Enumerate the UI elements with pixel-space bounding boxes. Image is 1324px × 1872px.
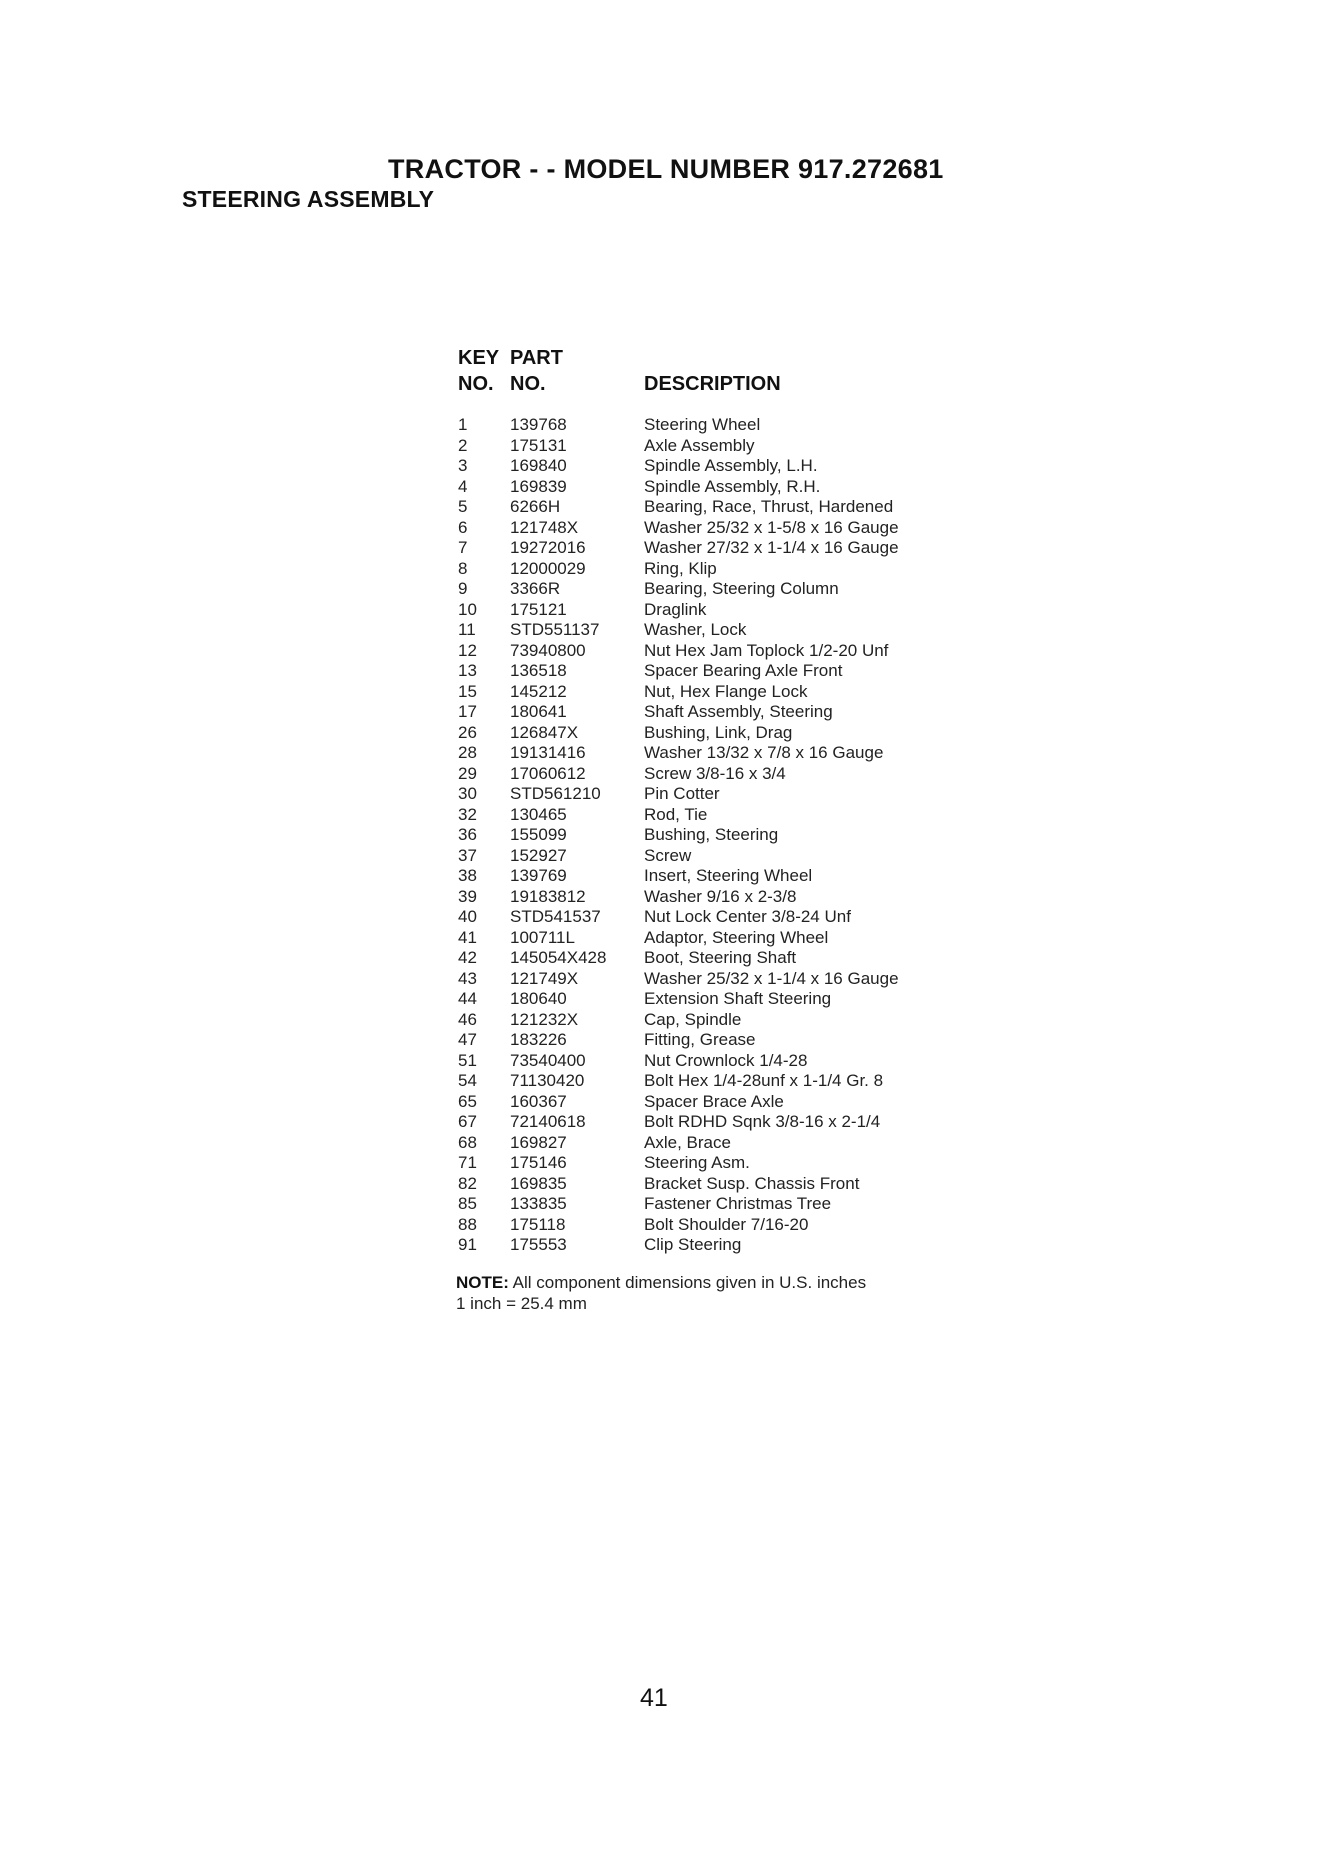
table-row xyxy=(458,641,958,662)
table-row xyxy=(458,723,958,744)
part-no: 133835 xyxy=(510,1194,567,1213)
key-no: 2 xyxy=(458,435,468,455)
description: Washer, Lock xyxy=(644,620,747,639)
part-no: 136518 xyxy=(510,661,567,680)
part-no: STD551137 xyxy=(510,620,600,639)
table-row xyxy=(458,948,958,969)
key-no: 36 xyxy=(458,825,477,844)
dimension-note xyxy=(456,1272,866,1314)
table-row xyxy=(458,620,958,641)
part-no: STD561210 xyxy=(510,784,601,803)
description: Insert, Steering Wheel xyxy=(644,866,813,885)
description: Axle Assembly xyxy=(644,435,755,455)
part-no: 169839 xyxy=(510,476,567,496)
key-no: 51 xyxy=(458,1050,477,1070)
header-part: PART xyxy=(510,347,563,369)
key-no: 82 xyxy=(458,1173,477,1193)
header-part-no: NO. xyxy=(510,373,546,395)
description: Screw 3/8-16 x 3/4 xyxy=(644,763,786,783)
table-row xyxy=(458,989,958,1010)
key-no: 68 xyxy=(458,1132,477,1152)
part-no: 19183812 xyxy=(510,886,586,906)
part-no: 160367 xyxy=(510,1091,567,1111)
key-no: 13 xyxy=(458,661,477,680)
part-no: 17060612 xyxy=(510,763,586,783)
description: Bracket Susp. Chassis Front xyxy=(644,1173,860,1193)
key-no: 41 xyxy=(458,927,477,947)
description: Rod, Tie xyxy=(644,804,708,824)
key-no: 71 xyxy=(458,1153,477,1172)
part-no: 121749X xyxy=(510,968,579,988)
part-no: 139769 xyxy=(510,866,567,885)
part-no: 19131416 xyxy=(510,743,586,762)
table-row xyxy=(458,579,958,600)
key-no: 26 xyxy=(458,722,477,742)
table-row xyxy=(458,436,958,457)
table-row xyxy=(458,743,958,764)
description: Cap, Spindle xyxy=(644,1009,742,1029)
key-no: 29 xyxy=(458,763,477,783)
table-row xyxy=(458,1174,958,1195)
part-no: 180640 xyxy=(510,989,567,1008)
description: Nut Crownlock 1/4-28 xyxy=(644,1050,808,1070)
description: Spindle Assembly, R.H. xyxy=(644,476,821,496)
key-no: 67 xyxy=(458,1112,477,1131)
description: Clip Steering xyxy=(644,1235,742,1254)
note-label: NOTE: xyxy=(456,1273,509,1292)
table-row xyxy=(458,1051,958,1072)
description: Washer 25/32 x 1-5/8 x 16 Gauge xyxy=(644,517,899,537)
description: Axle, Brace xyxy=(644,1132,731,1152)
table-row xyxy=(458,497,958,518)
table-row xyxy=(458,1010,958,1031)
description: Steering Asm. xyxy=(644,1153,750,1172)
note-conversion: 1 inch = 25.4 mm xyxy=(456,1294,587,1313)
description: Fitting, Grease xyxy=(644,1030,756,1049)
key-no: 28 xyxy=(458,743,477,762)
part-no: 6266H xyxy=(510,497,561,516)
description: Fastener Christmas Tree xyxy=(644,1194,832,1213)
description: Nut Lock Center 3/8-24 Unf xyxy=(644,907,851,926)
description: Adaptor, Steering Wheel xyxy=(644,927,829,947)
key-no: 39 xyxy=(458,886,477,906)
page-title: TRACTOR - - MODEL NUMBER 917.272681 xyxy=(388,154,944,184)
part-no: 175118 xyxy=(510,1214,566,1234)
part-no: 19272016 xyxy=(510,538,586,557)
part-no: 121748X xyxy=(510,517,579,537)
description: Spacer Bearing Axle Front xyxy=(644,661,843,680)
table-row xyxy=(458,1215,958,1236)
table-row xyxy=(458,1092,958,1113)
key-no: 46 xyxy=(458,1009,477,1029)
part-no: 126847X xyxy=(510,722,579,742)
key-no: 32 xyxy=(458,804,477,824)
table-row xyxy=(458,1194,958,1215)
description: Bolt Shoulder 7/16-20 xyxy=(644,1214,809,1234)
part-no: 175553 xyxy=(510,1235,567,1254)
part-no: 169840 xyxy=(510,456,567,475)
part-no: 139768 xyxy=(510,415,567,434)
page-number: 41 xyxy=(640,1684,668,1712)
part-no: 100711L xyxy=(510,927,575,947)
table-row xyxy=(458,477,958,498)
description: Screw xyxy=(644,845,692,865)
part-no: 175131 xyxy=(510,435,567,455)
key-no: 40 xyxy=(458,907,477,926)
table-row xyxy=(458,887,958,908)
note-line xyxy=(456,1272,866,1293)
header-description: DESCRIPTION xyxy=(644,373,781,395)
header-key-no: NO. xyxy=(458,373,494,395)
description: Shaft Assembly, Steering xyxy=(644,702,833,721)
table-row xyxy=(458,518,958,539)
description: Spindle Assembly, L.H. xyxy=(644,456,818,475)
description: Bushing, Link, Drag xyxy=(644,722,793,742)
key-no: 8 xyxy=(458,558,468,578)
key-no: 30 xyxy=(458,784,477,803)
key-no: 11 xyxy=(458,620,476,639)
description: Nut, Hex Flange Lock xyxy=(644,681,808,701)
part-no: 169835 xyxy=(510,1173,567,1193)
part-no: 145212 xyxy=(510,681,567,701)
part-no: 130465 xyxy=(510,804,567,824)
key-no: 37 xyxy=(458,845,477,865)
section-title: STEERING ASSEMBLY xyxy=(182,186,435,212)
key-no: 6 xyxy=(458,517,468,537)
key-no: 88 xyxy=(458,1214,477,1234)
table-row xyxy=(458,600,958,621)
table-row xyxy=(458,764,958,785)
part-no: 12000029 xyxy=(510,558,586,578)
description: Extension Shaft Steering xyxy=(644,989,832,1008)
table-row xyxy=(458,1112,958,1133)
key-no: 38 xyxy=(458,866,477,885)
description: Washer 9/16 x 2-3/8 xyxy=(644,886,797,906)
table-row xyxy=(458,1030,958,1051)
key-no: 54 xyxy=(458,1071,477,1090)
description: Boot, Steering Shaft xyxy=(644,948,797,967)
key-no: 10 xyxy=(458,599,477,619)
key-no: 3 xyxy=(458,456,468,475)
description: Ring, Klip xyxy=(644,558,717,578)
table-body xyxy=(458,415,958,1256)
key-no: 12 xyxy=(458,640,477,660)
table-row xyxy=(458,702,958,723)
table-row xyxy=(458,784,958,805)
table-row xyxy=(458,661,958,682)
key-no: 65 xyxy=(458,1091,477,1111)
description: Washer 25/32 x 1-1/4 x 16 Gauge xyxy=(644,968,899,988)
key-no: 17 xyxy=(458,702,477,721)
key-no: 43 xyxy=(458,968,477,988)
table-row xyxy=(458,1071,958,1092)
table-row xyxy=(458,825,958,846)
key-no: 4 xyxy=(458,476,468,496)
header-key: KEY xyxy=(458,347,500,369)
part-no: 152927 xyxy=(510,845,567,865)
key-no: 91 xyxy=(458,1235,477,1254)
part-no: 183226 xyxy=(510,1030,567,1049)
description: Washer 27/32 x 1-1/4 x 16 Gauge xyxy=(644,538,899,557)
key-no: 42 xyxy=(458,948,477,967)
key-no: 47 xyxy=(458,1030,477,1049)
table-row xyxy=(458,928,958,949)
table-row xyxy=(458,456,958,477)
description: Bearing, Race, Thrust, Hardened xyxy=(644,497,894,516)
description: Bushing, Steering xyxy=(644,825,779,844)
table-row xyxy=(458,415,958,436)
part-no: 73540400 xyxy=(510,1050,586,1070)
description: Steering Wheel xyxy=(644,415,761,434)
key-no: 7 xyxy=(458,538,468,557)
description: Pin Cotter xyxy=(644,784,720,803)
part-no: 175121 xyxy=(510,599,567,619)
table-row xyxy=(458,538,958,559)
part-no: 3366R xyxy=(510,579,561,598)
table-row xyxy=(458,907,958,928)
table-row xyxy=(458,1235,958,1256)
part-no: 121232X xyxy=(510,1009,579,1029)
table-row xyxy=(458,1153,958,1174)
part-no: 155099 xyxy=(510,825,567,844)
key-no: 85 xyxy=(458,1194,477,1213)
description: Draglink xyxy=(644,599,707,619)
table-row xyxy=(458,682,958,703)
key-no: 1 xyxy=(458,415,468,434)
part-no: 71130420 xyxy=(510,1071,585,1090)
table-row xyxy=(458,805,958,826)
key-no: 15 xyxy=(458,681,477,701)
table-row xyxy=(458,969,958,990)
note-text: All component dimensions given in U.S. inches xyxy=(508,1273,867,1292)
table-row xyxy=(458,866,958,887)
description: Nut Hex Jam Toplock 1/2-20 Unf xyxy=(644,640,889,660)
part-no: 169827 xyxy=(510,1132,567,1152)
key-no: 5 xyxy=(458,497,468,516)
part-no: 72140618 xyxy=(510,1112,586,1131)
table-row xyxy=(458,846,958,867)
key-no: 9 xyxy=(458,579,468,598)
description: Spacer Brace Axle xyxy=(644,1091,784,1111)
description: Bolt RDHD Sqnk 3/8-16 x 2-1/4 xyxy=(644,1112,881,1131)
description: Bearing, Steering Column xyxy=(644,579,839,598)
part-no: 73940800 xyxy=(510,640,586,660)
part-no: 145054X428 xyxy=(510,948,607,967)
description: Bolt Hex 1/4-28unf x 1-1/4 Gr. 8 xyxy=(644,1071,884,1090)
part-no: 180641 xyxy=(510,702,567,721)
description: Washer 13/32 x 7/8 x 16 Gauge xyxy=(644,743,884,762)
part-no: 175146 xyxy=(510,1153,567,1172)
part-no: STD541537 xyxy=(510,907,601,926)
table-row xyxy=(458,1133,958,1154)
key-no: 44 xyxy=(458,989,477,1008)
table-row xyxy=(458,559,958,580)
